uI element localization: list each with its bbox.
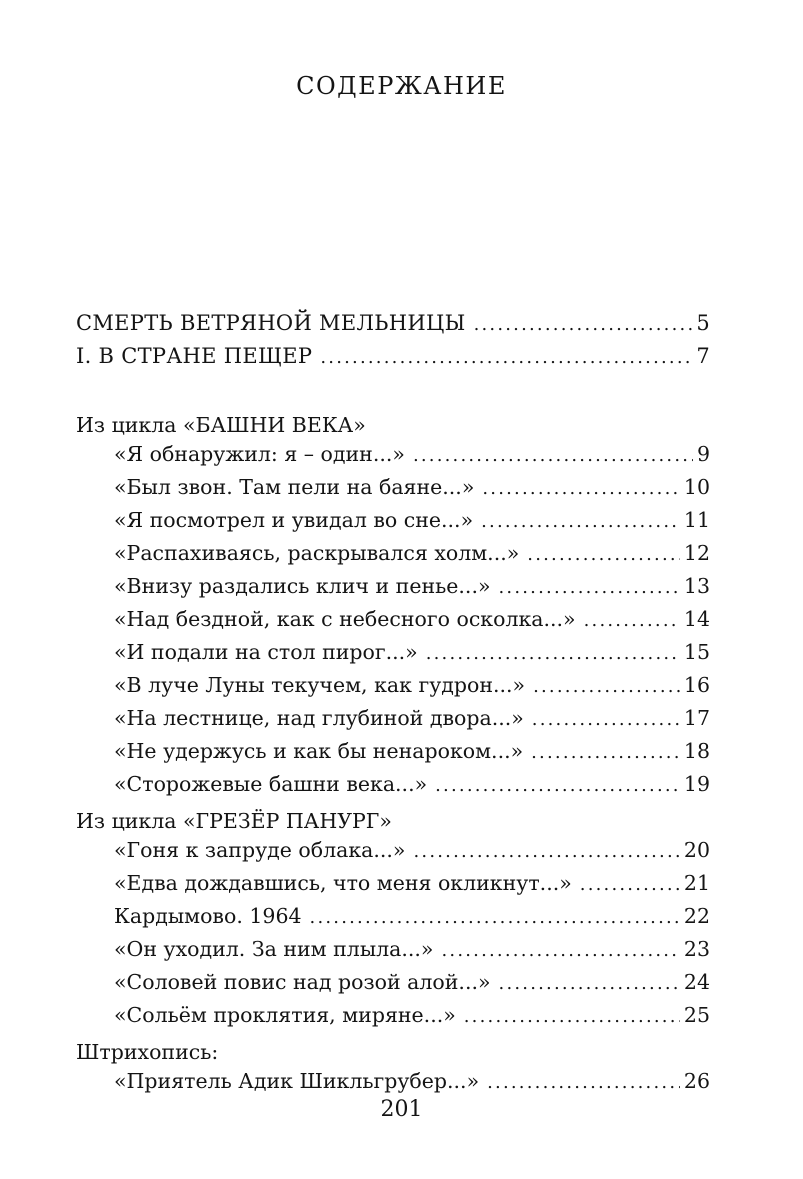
toc-entry-title: «Я посмотрел и увидал во сне...» [114,508,474,532]
toc-entry-page: 12 [683,541,710,565]
toc-entry-page: 5 [696,311,710,335]
toc-entry-page: 23 [683,937,710,961]
toc-entry-page: 15 [683,640,710,664]
dot-leader [474,314,693,335]
toc-entry [76,344,710,377]
table-of-contents [76,311,710,1102]
dot-leader [499,577,680,598]
toc-entry [76,475,710,508]
dot-leader [584,610,680,631]
toc-entry-page: 14 [683,607,710,631]
toc-entry-title: «И подали на стол пирог...» [114,640,418,664]
section-heading: Из цикла «БАШНИ ВЕКА» [76,413,366,437]
toc-entry-page: 19 [683,772,710,796]
dot-leader [527,544,680,565]
toc-entry-page: 25 [683,1003,710,1027]
toc-entry-title: «Сольём проклятия, миряне...» [114,1003,456,1027]
toc-entry-title: «Сторожевые башни века...» [114,772,428,796]
toc-entry-title: «Я обнаружил: я – один...» [114,442,405,466]
toc-entry-page: 18 [683,739,710,763]
toc-entry-page: 22 [683,904,710,928]
dot-leader [481,511,680,532]
toc-entry-page: 7 [696,344,710,368]
toc-entry [76,871,710,904]
toc-entry-page: 11 [683,508,710,532]
toc-entry-title: «Не удержусь и как бы ненароком...» [114,739,524,763]
toc-entry-title: «Распахиваясь, раскрывался холм...» [114,541,520,565]
dot-leader [320,347,692,368]
dot-leader [487,1072,680,1093]
dot-leader [531,742,680,763]
toc-entry-title: I. В СТРАНЕ ПЕЩЕР [76,344,313,368]
toc-entry-page: 26 [683,1069,710,1093]
toc-entry [76,706,710,739]
page-title: СОДЕРЖАНИЕ [296,72,507,100]
toc-entry-page: 9 [696,442,710,466]
toc-entry-title: «Приятель Адик Шикльгрубер...» [114,1069,480,1093]
toc-entry [76,607,710,640]
toc-entry [76,574,710,607]
toc-entry-title: «Внизу раздались клич и пенье...» [114,574,491,598]
dot-leader [532,709,680,730]
toc-entry-title: «В луче Луны текучем, как гудрон...» [114,673,526,697]
toc-entry-page: 21 [683,871,710,895]
toc-entry [76,904,710,937]
toc-entry-title: «Был звон. Там пели на баяне...» [114,475,475,499]
dot-leader [464,1006,680,1027]
toc-entry-page: 17 [683,706,710,730]
toc-entry-title: «На лестнице, над глубиной двора...» [114,706,524,730]
toc-entry-page: 24 [683,970,710,994]
toc-entry [76,442,710,475]
toc-entry [76,970,710,1003]
dot-leader [413,841,679,862]
toc-entry [76,673,710,706]
toc-entry-page: 16 [683,673,710,697]
toc-entry [76,739,710,772]
toc-entry [76,838,710,871]
dot-leader [441,940,679,961]
toc-entry-title: «Он уходил. За ним плыла...» [114,937,434,961]
dot-leader [533,676,680,697]
dot-leader [426,643,680,664]
toc-entry [76,640,710,673]
dot-leader [310,907,680,928]
toc-entry [76,508,710,541]
toc-entry [76,1003,710,1036]
toc-entry-title: «Гоня к запруде облака...» [114,838,406,862]
toc-entry-page: 13 [683,574,710,598]
section-gap [76,377,710,409]
page-number: 201 [380,1097,423,1122]
dot-leader [482,478,680,499]
dot-leader [413,445,693,466]
toc-entry [76,541,710,574]
dot-leader [499,973,680,994]
toc-entry-title: СМЕРТЬ ВЕТРЯНОЙ МЕЛЬНИЦЫ [76,311,466,335]
toc-entry-title: «Соловей повис над розой алой...» [114,970,491,994]
section-heading: Штрихопись: [76,1040,219,1064]
toc-entry-title: «Над бездной, как с небесного осколка...» [114,607,576,631]
dot-leader [435,775,680,796]
toc-entry-title: «Едва дождавшись, что меня окликнут...» [114,871,572,895]
dot-leader [580,874,680,895]
toc-entry [76,311,710,344]
toc-entry [76,937,710,970]
toc-entry-page: 10 [683,475,710,499]
toc-entry-page: 20 [683,838,710,862]
toc-entry-title: Кардымово. 1964 [114,904,302,928]
toc-entry [76,772,710,805]
section-heading: Из цикла «ГРЕЗЁР ПАНУРГ» [76,809,392,833]
